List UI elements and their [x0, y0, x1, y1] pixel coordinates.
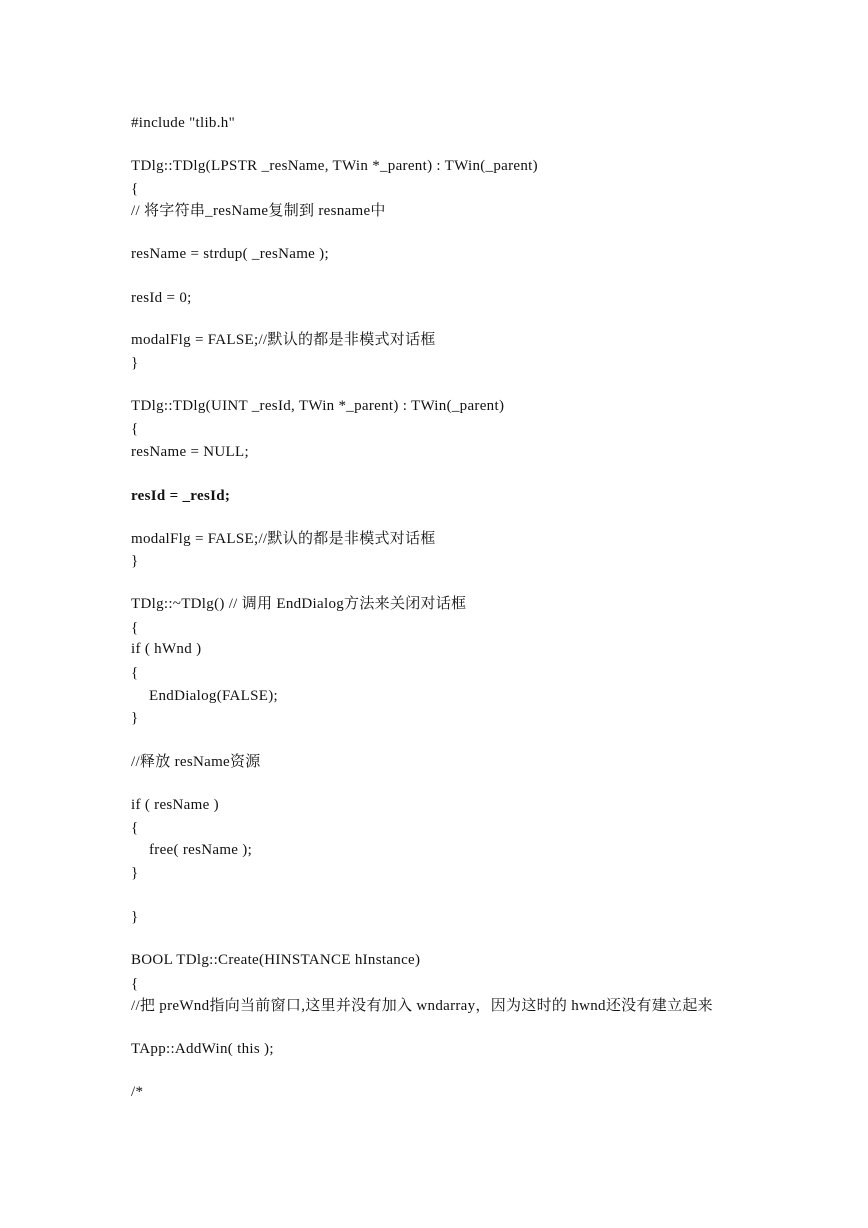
code-line-modalflg-1: modalFlg = FALSE;//默认的都是非模式对话框 [131, 332, 436, 348]
code-line-create-method: BOOL TDlg::Create(HINSTANCE hInstance) [131, 952, 421, 968]
code-line-open-brace: { [131, 421, 139, 437]
code-line-close-brace: } [131, 865, 139, 881]
code-line-open-brace: { [131, 620, 139, 636]
code-line-close-brace: } [131, 355, 139, 371]
code-line-open-brace: { [131, 181, 139, 197]
code-line-if-hwnd: if ( hWnd ) [131, 641, 202, 657]
code-line-open-brace: { [131, 665, 139, 681]
code-line-constructor-2: TDlg::TDlg(UINT _resId, TWin *_parent) : TWin(_parent) [131, 398, 505, 414]
code-line-addwin: TApp::AddWin( this ); [131, 1041, 274, 1057]
code-line-enddialog: EndDialog(FALSE); [149, 688, 278, 704]
code-line-resid-zero: resId = 0; [131, 290, 192, 306]
code-line-open-brace: { [131, 820, 139, 836]
code-line-close-brace: } [131, 553, 139, 569]
code-line-resname-null: resName = NULL; [131, 444, 249, 460]
code-line-comment-prewnd: //把 preWnd指向当前窗口,这里并没有加入 wndarray，因为这时的 hwnd还没有建立起来 [131, 998, 713, 1014]
code-line-free-resname: free( resName ); [149, 842, 253, 858]
code-line-close-brace: } [131, 710, 139, 726]
code-line-constructor-1: TDlg::TDlg(LPSTR _resName, TWin *_parent) : TWin(_parent) [131, 158, 538, 174]
code-line-destructor: TDlg::~TDlg() // 调用 EndDialog方法来关闭对话框 [131, 596, 467, 612]
code-line-close-brace: } [131, 909, 139, 925]
code-line-resid-assign: resId = _resId; [131, 488, 231, 504]
code-line-comment-start: /* [131, 1084, 144, 1100]
code-line-comment-copy: // 将字符串_resName复制到 resname中 [131, 203, 386, 219]
code-line-comment-release: //释放 resName资源 [131, 754, 261, 770]
code-line-open-brace: { [131, 976, 139, 992]
code-line-include: #include "tlib.h" [131, 115, 235, 131]
code-line-modalflg-2: modalFlg = FALSE;//默认的都是非模式对话框 [131, 531, 436, 547]
code-line-resname-strdup: resName = strdup( _resName ); [131, 246, 329, 262]
code-line-if-resname: if ( resName ) [131, 797, 219, 813]
